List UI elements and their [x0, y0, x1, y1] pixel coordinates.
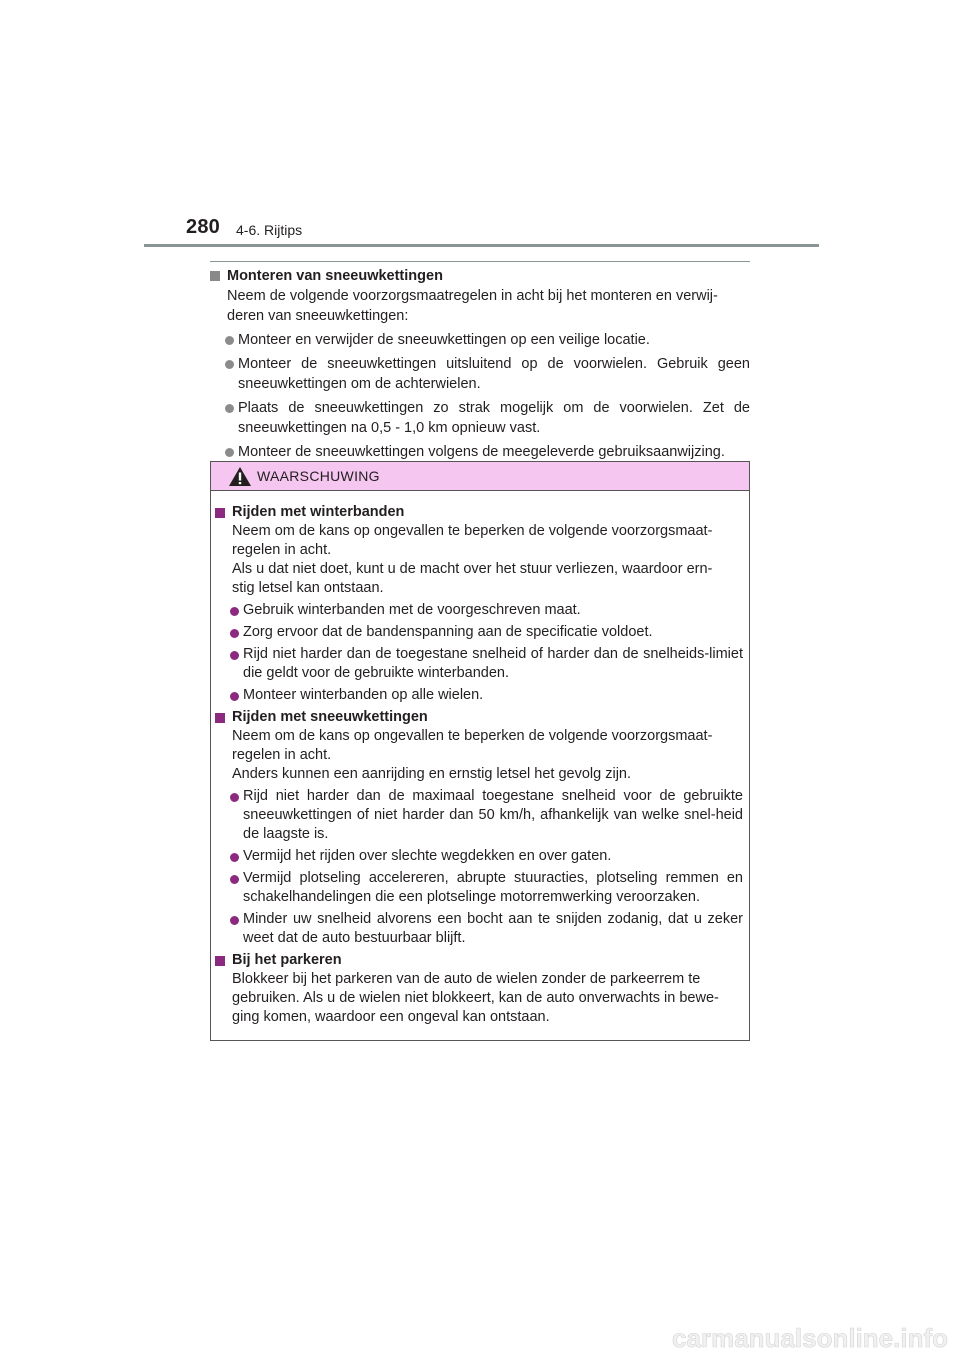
bullet-dot-icon — [225, 448, 234, 457]
square-bullet-icon — [215, 713, 225, 723]
watermark-text: carmanualsonline.info — [672, 1323, 948, 1353]
bullet-dot-icon — [230, 916, 239, 925]
bullet-dot-icon — [230, 607, 239, 616]
section-heading: Monteren van sneeuwkettingen — [210, 266, 750, 286]
warning-body — [211, 491, 749, 1027]
bullet-dot-icon — [230, 875, 239, 884]
list-item: Monteer en verwijder de sneeuwkettingen op een veilige locatie. — [210, 330, 750, 350]
list-item: Vermijd het rijden over slechte wegdekken en over gaten. — [215, 847, 743, 866]
square-bullet-icon — [210, 271, 220, 281]
warning-heading: Rijden met sneeuwkettingen — [215, 708, 743, 727]
bullet-dot-icon — [230, 692, 239, 701]
page-number: 280 — [186, 216, 220, 238]
warning-triangle-icon — [228, 466, 252, 487]
bullet-dot-icon — [225, 360, 234, 369]
list-item: Plaats de sneeuwkettingen zo strak mogelijk om de voorwielen. Zet de sneeuwkettingen na 0,5 - 1,0 km opnieuw vast. — [210, 398, 750, 438]
list-item: Monteer de sneeuwkettingen uitsluitend op de voorwielen. Gebruik geen sneeuwkettingen om de achterwielen. — [210, 354, 750, 394]
list-item: Gebruik winterbanden met de voorgeschreven maat. — [215, 601, 743, 620]
bullet-dot-icon — [230, 853, 239, 862]
bullet-dot-icon — [230, 629, 239, 638]
page-header — [0, 214, 960, 246]
square-bullet-icon — [215, 508, 225, 518]
warning-heading: Rijden met winterbanden — [215, 503, 743, 522]
list-item: Minder uw snelheid alvorens een bocht aan te snijden zodanig, dat u zeker weet dat de auto bestuurbaar blijft. — [215, 910, 743, 948]
bullet-dot-icon — [230, 793, 239, 802]
header-rule — [144, 244, 819, 247]
bullet-dot-icon — [225, 404, 234, 413]
intro-paragraph: Neem de volgende voorzorgsmaatregelen in acht bij het monteren en verwij- deren van sneeuwkettingen: — [227, 288, 718, 324]
section-divider — [210, 261, 750, 262]
bullet-dot-icon — [230, 651, 239, 660]
warning-heading: Bij het parkeren — [215, 951, 743, 970]
bullet-dot-icon — [225, 336, 234, 345]
list-item: Monteer winterbanden op alle wielen. — [215, 686, 743, 705]
warning-header — [211, 462, 749, 491]
list-item: Monteer de sneeuwkettingen volgens de meegeleverde gebruiksaanwijzing. — [210, 442, 750, 462]
list-item: Rijd niet harder dan de maximaal toegestane snelheid voor de gebruikte sneeuwkettingen of niet harder dan 50 km/h, afhankelijk van welke snel-heid de laagste is. — [215, 787, 743, 844]
warning-paragraph: Neem om de kans op ongevallen te beperken de volgende voorzorgsmaat- regelen in acht. Als u dat niet doet, kunt u de macht over het stuur verliezen, waardoor ern- stig letsel kan ontstaan. — [232, 523, 713, 596]
square-bullet-icon — [215, 956, 225, 966]
watermark-logo — [570, 1323, 950, 1353]
list-item: Vermijd plotseling accelereren, abrupte stuuracties, plotseling remmen en schakelhandelingen die een plotselinge motorremwerking veroorzaken. — [215, 869, 743, 907]
list-item: Zorg ervoor dat de bandenspanning aan de specificatie voldoet. — [215, 623, 743, 642]
warning-paragraph: Neem om de kans op ongevallen te beperken de volgende voorzorgsmaat- regelen in acht. Anders kunnen een aanrijding en ernstig letsel het gevolg zijn. — [232, 728, 713, 782]
warning-label: WAARSCHUWING — [257, 468, 380, 484]
section-title: 4-6. Rijtips — [236, 222, 303, 238]
snow-chains-section — [210, 266, 750, 462]
warning-box — [210, 461, 750, 1041]
list-item: Rijd niet harder dan de toegestane snelheid of harder dan de snelheids-limiet die geldt voor de gebruikte winterbanden. — [215, 645, 743, 683]
warning-paragraph: Blokkeer bij het parkeren van de auto de wielen zonder de parkeerrem te gebruiken. Als u de wielen niet blokkeert, kan de auto onverwachts in bewe- ging komen, waardoor een ongeval kan ontstaan. — [232, 971, 719, 1025]
